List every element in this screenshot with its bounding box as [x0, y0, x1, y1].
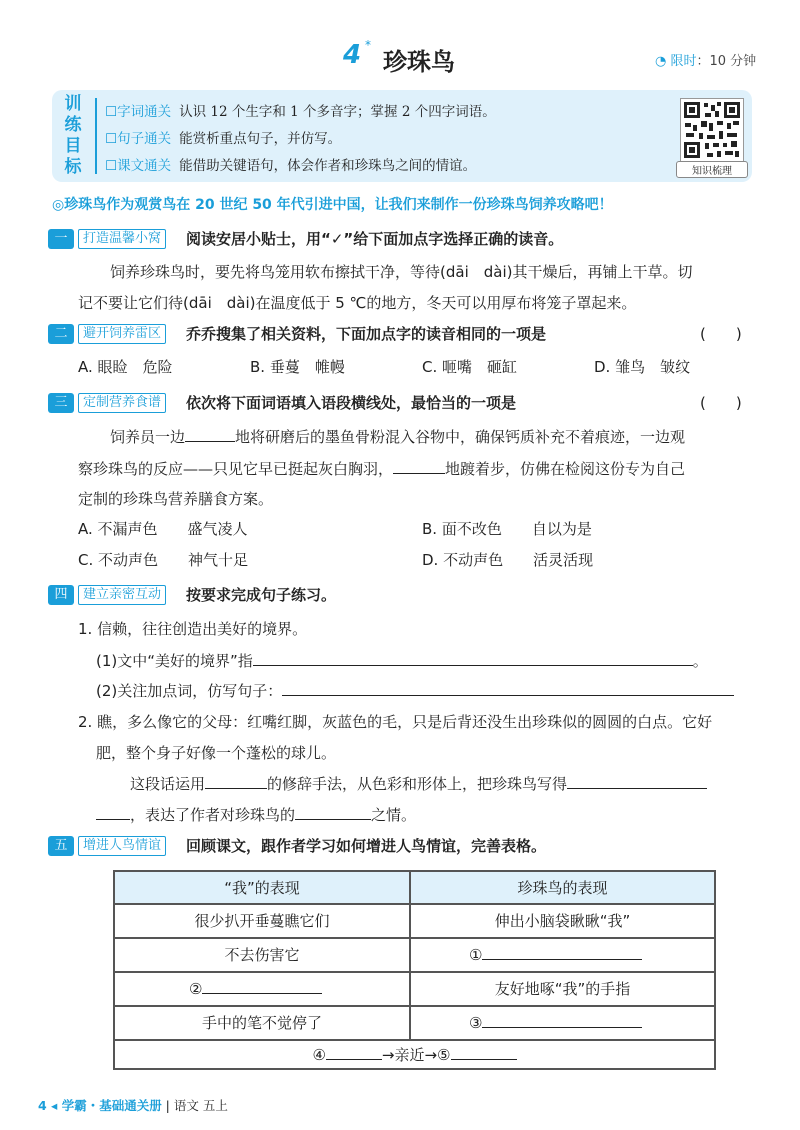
question-text: (1)文中“美好的境界”指: [96, 652, 253, 670]
question-line: 肥，整个身子好像一个蓬松的球儿。: [96, 744, 337, 762]
question-line: 2. 瞧，多么像它的父母：红嘴红脚，灰蓝色的毛，只是后背还没生出珍珠似的圆圆的白点。它好: [78, 713, 713, 731]
answer-parentheses[interactable]: ( ): [700, 394, 742, 412]
clock-icon: ◔: [655, 54, 671, 69]
section-number: 四: [48, 585, 74, 605]
goal-tag: 字词通关: [117, 104, 172, 120]
section-question: 阅读安居小贴士，用“✓”给下面加点字选择正确的读音。: [186, 230, 564, 248]
fill-blank[interactable]: [567, 772, 707, 789]
table-cell[interactable]: [410, 1006, 715, 1040]
goal-item: [105, 127, 341, 147]
fill-blank[interactable]: [451, 1043, 517, 1060]
table-cell: 很少扒开垂蔓瞧它们: [114, 904, 410, 938]
goals-divider: [95, 98, 97, 174]
option[interactable]: D. 不动声色 活灵活现: [422, 551, 594, 569]
lesson-title: 珍珠鸟: [383, 48, 455, 76]
option[interactable]: B. 垂蔓 帷幔: [250, 358, 345, 376]
section-tag: 增进人鸟情谊: [78, 836, 166, 856]
passage-text: 地将研磨后的墨鱼骨粉混入谷物中，确保钙质补充不着痕迹，一边观: [235, 428, 686, 446]
qr-label: 知识梳理: [676, 161, 748, 178]
table-header: “我”的表现: [114, 871, 410, 904]
goals-label-char: 标: [64, 157, 82, 177]
question-text: 这段话运用: [130, 775, 206, 793]
table-cell: 友好地啄“我”的手指: [410, 972, 715, 1006]
section-question: 乔乔搜集了相关资料，下面加点字的读音相同的一项是: [186, 325, 547, 343]
section-number: 一: [48, 229, 74, 249]
table-cell: 不去伤害它: [114, 938, 410, 972]
qr-code-icon[interactable]: [680, 98, 744, 162]
goals-label-char: 目: [64, 136, 82, 156]
table-summary-row[interactable]: [114, 1040, 715, 1069]
fill-blank[interactable]: [96, 803, 130, 820]
fill-blank[interactable]: [185, 425, 235, 442]
question-text: 之情。: [371, 806, 417, 824]
question-line: [96, 800, 416, 831]
passage-text: 地踱着步，仿佛在检阅这份专为自己: [445, 460, 686, 478]
timer-value: ：10 分钟: [696, 54, 757, 69]
passage-text: 察珍珠鸟的反应——只见它早已挺起灰白胸羽，: [78, 460, 394, 478]
fill-blank[interactable]: [482, 943, 642, 960]
question-text: 。: [692, 652, 708, 670]
lesson-star: *: [365, 38, 371, 52]
page-number: 4: [38, 1098, 47, 1113]
goal-text: 能借助关键语句，体会作者和珍珠鸟之间的情谊。: [179, 158, 477, 174]
timer: [655, 50, 756, 69]
section-tag: 定制营养食谱: [78, 393, 166, 413]
passage-line: [110, 422, 685, 453]
table-cell: 伸出小脑袋瞅瞅“我”: [410, 904, 715, 938]
blank-marker: ④: [312, 1046, 326, 1064]
goal-item: [105, 154, 476, 174]
question-line: 1. 信赖，往往创造出美好的境界。: [78, 620, 308, 638]
question-text: ，表达了作者对珍珠鸟的: [130, 806, 296, 824]
intro-text: ◎珍珠鸟作为观赏鸟在 20 世纪 50 年代引进中国，让我们来制作一份珍珠鸟饲养攻略吧！: [52, 197, 613, 213]
goal-tag: 课文通关: [117, 158, 172, 174]
page-footer: [38, 1096, 228, 1114]
table-cell[interactable]: [114, 972, 410, 1006]
section-number: 三: [48, 393, 74, 413]
question-line: [96, 646, 756, 677]
checkbox-icon[interactable]: ☐: [105, 158, 118, 174]
option[interactable]: D. 雏鸟 皱纹: [594, 358, 691, 376]
goal-text: 能赏析重点句子，并仿写。: [179, 131, 342, 147]
goals-label: [58, 94, 88, 178]
passage-line: 定制的珍珠鸟营养膳食方案。: [78, 490, 274, 508]
passage-text: 饲养员一边: [110, 428, 186, 446]
summary-text: →亲近→⑤: [381, 1046, 451, 1064]
option[interactable]: A. 眼睑 危险: [78, 358, 173, 376]
section-tag: 打造温馨小窝: [78, 229, 166, 249]
question-line: [130, 769, 750, 800]
fill-blank[interactable]: [482, 1011, 642, 1028]
table-cell[interactable]: [410, 938, 715, 972]
fill-blank[interactable]: [326, 1043, 382, 1060]
blank-marker: ①: [469, 946, 483, 964]
fill-blank[interactable]: [282, 679, 734, 696]
question-line: [96, 676, 756, 707]
goals-label-char: 练: [64, 115, 82, 135]
section-tag: 避开饲养雷区: [78, 324, 166, 344]
question-text: (2)关注加点词，仿写句子：: [96, 682, 283, 700]
question-text: 的修辞手法，从色彩和形体上，把珍珠鸟写得: [267, 775, 568, 793]
passage-line: 饲养珍珠鸟时，要先将鸟笼用软布擦拭干净，等待(dāi dài)其干燥后，再铺上干草。切: [110, 263, 693, 281]
blank-marker: ②: [189, 980, 203, 998]
goal-item: [105, 100, 496, 120]
section-number: 五: [48, 836, 74, 856]
comparison-table: [113, 870, 716, 1070]
section-number: 二: [48, 324, 74, 344]
subject-label: 语文 五上: [173, 1098, 228, 1113]
checkbox-icon[interactable]: ☐: [105, 131, 118, 147]
footer-divider: |: [161, 1098, 174, 1113]
fill-blank[interactable]: [205, 772, 267, 789]
section-question: 回顾课文，跟作者学习如何增进人鸟情谊，完善表格。: [186, 837, 547, 855]
goal-tag: 句子通关: [117, 131, 172, 147]
section-question: 按要求完成句子练习。: [186, 586, 337, 604]
book-title: 学霸・基础通关册: [61, 1098, 162, 1113]
answer-parentheses[interactable]: ( ): [700, 325, 742, 343]
option[interactable]: C. 不动声色 神气十足: [78, 551, 249, 569]
passage-line: 记不要让它们待(dāi dài)在温度低于 5 ℃的地方，冬天可以用厚布将笼子罩起来。: [78, 294, 637, 312]
passage-line: [78, 454, 685, 485]
section-question: 依次将下面词语填入语段横线处，最恰当的一项是: [186, 394, 517, 412]
fill-blank[interactable]: [253, 649, 693, 666]
chevron-left-icon: ◂: [46, 1098, 62, 1113]
option[interactable]: A. 不漏声色 盛气凌人: [78, 520, 248, 538]
lesson-number: 4: [343, 40, 362, 70]
fill-blank[interactable]: [202, 977, 322, 994]
option[interactable]: C. 咂嘴 砸缸: [422, 358, 518, 376]
table-header: 珍珠鸟的表现: [410, 871, 715, 904]
fill-blank[interactable]: [295, 803, 371, 820]
fill-blank[interactable]: [393, 457, 445, 474]
blank-marker: ③: [469, 1014, 483, 1032]
option[interactable]: B. 面不改色 自以为是: [422, 520, 592, 538]
section-tag: 建立亲密互动: [78, 585, 166, 605]
checkbox-icon[interactable]: ☐: [105, 104, 118, 120]
timer-label: 限时: [670, 54, 697, 69]
goal-text: 认识 12 个生字和 1 个多音字；掌握 2 个四字词语。: [179, 104, 496, 120]
goals-label-char: 训: [64, 94, 82, 114]
table-cell: 手中的笔不觉停了: [114, 1006, 410, 1040]
